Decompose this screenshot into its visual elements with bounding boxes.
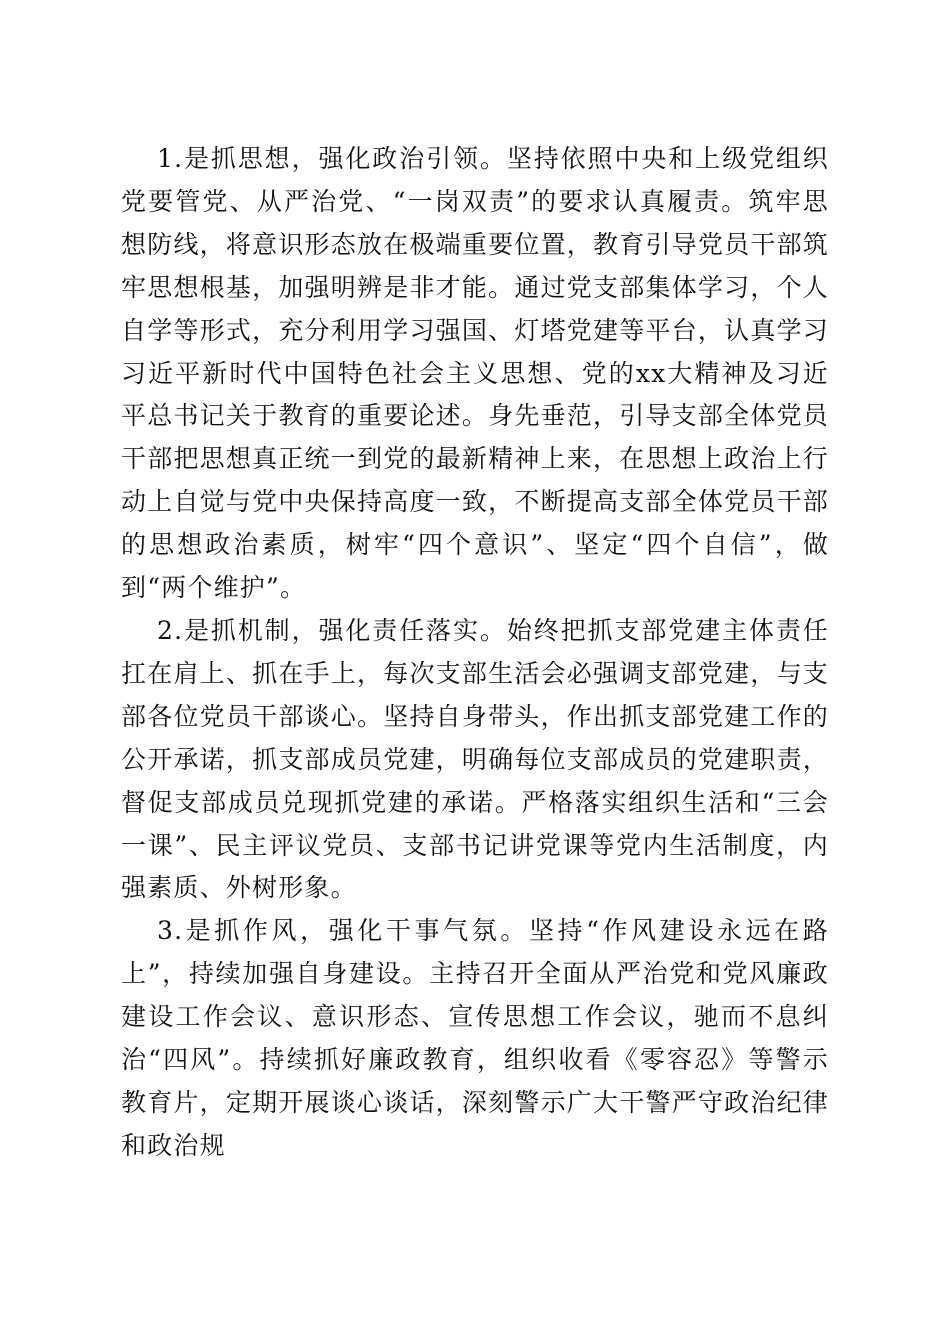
document-body bbox=[121, 138, 829, 1168]
paragraph-1: 1.是抓思想，强化政治引领。坚持依照中央和上级党组织党要管党、从严治党、“一岗双责”的要求认真履责。筑牢思想防线，将意识形态放在极端重要位置，教育引导党员干部筑牢思想根基，加强明辨是非才能。通过党支部集体学习，个人自学等形式，充分利用学习强国、灯塔党建等平台，认真学习习近平新时代中国特色社会主义思想、党的xx大精神及习近平总书记关于教育的重要论述。身先垂范，引导支部全体党员干部把思想真正统一到党的最新精神上来，在思想上政治上行动上自觉与党中央保持高度一致，不断提高支部全体党员干部的思想政治素质，树牢“四个意识”、坚定“四个自信”，做到“两个维护”。 bbox=[121, 144, 829, 603]
paragraph-3: 3.是抓作风，强化干事气氛。坚持“作风建设永远在路上”，持续加强自身建设。主持召开全面从严治党和党风廉政建设工作会议、意识形态、宣传思想工作会议，驰而不息纠治“四风”。持续抓好廉政教育，组织收看《零容忍》等警示教育片，定期开展谈心谈话，深刻警示广大干警严守政治纪律和政治规 bbox=[121, 916, 829, 1160]
paragraph-2: 2.是抓机制，强化责任落实。始终把抓支部党建主体责任扛在肩上、抓在手上，每次支部生活会必强调支部党建，与支部各位党员干部谈心。坚持自身带头，作出抓支部党建工作的公开承诺，抓支部成员党建，明确每位支部成员的党建职责，督促支部成员兑现抓党建的承诺。严格落实组织生活和“三会一课”、民主评议党员、支部书记讲党课等党内生活制度，内强素质、外树形象。 bbox=[121, 615, 829, 903]
